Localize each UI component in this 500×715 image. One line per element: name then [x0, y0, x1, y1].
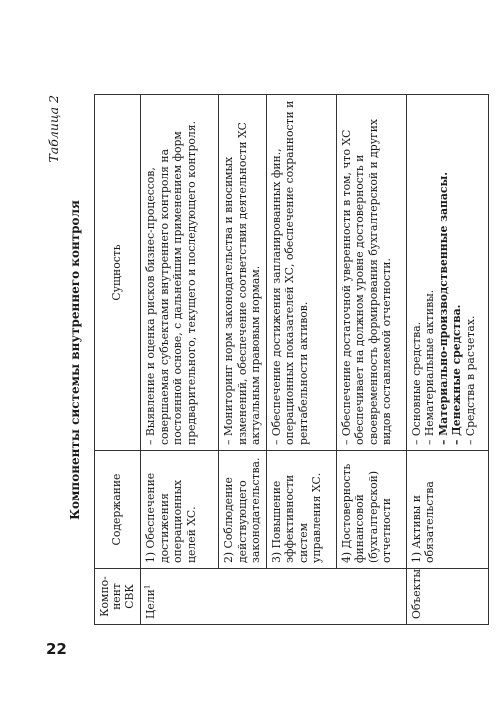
essence-cell: – Обеспечение достижения запланированных фин., операционных показателей ХС, обеспечение сохранности и рентабельности активов.	[266, 95, 336, 451]
list-item: – Средства в расчетах.	[463, 315, 477, 445]
components-table	[94, 94, 489, 625]
list-item: – Основные средства.	[409, 321, 423, 445]
table-row	[219, 95, 267, 625]
content-cell: 1) Активы и обязательства	[406, 451, 488, 569]
content-cell: 1) Обеспечение достижения операционных целей ХС.	[141, 451, 219, 569]
footnote-mark: 1	[143, 584, 152, 590]
essence-cell: – Выявление и оценка рисков бизнес-процессов, совершаемая субъектами внутреннего контроля на постоянной основе, с дальнейшим применением форм предварительного, текущего и последующего контроля.	[141, 95, 219, 451]
rotated-table-block	[38, 95, 477, 625]
table-title: Компоненты системы внутреннего контроля	[68, 200, 82, 520]
essence-cell: – Обеспечение достаточной уверенности в том, что ХС обеспечивает на должном уровне достоверность и своевременность формирования бухгалтерской и других видов составляемой отчетности.	[336, 95, 406, 451]
header-essence: Сущность	[95, 95, 141, 451]
component-cell-objects: Объекты	[406, 569, 488, 625]
list-item: – Денежные средства.	[450, 304, 463, 445]
content-cell: 3) Повышение эффективности систем управления ХС.	[266, 451, 336, 569]
table-row	[336, 95, 406, 625]
list-item: – Материально-производственные запасы.	[436, 171, 450, 445]
table-header-row	[95, 95, 141, 625]
content-cell: 2) Соблюдение действующего законодательства.	[219, 451, 267, 569]
table-label: Таблица 2	[46, 95, 61, 163]
table-row	[266, 95, 336, 625]
header-content: Содержание	[95, 451, 141, 569]
essence-cell-list	[406, 95, 488, 451]
table-row	[141, 95, 219, 625]
page-number: 22	[46, 640, 67, 658]
component-label: Цели	[144, 589, 157, 619]
component-cell-goals	[141, 569, 407, 625]
header-component: Компо-нент СВК	[95, 569, 141, 625]
essence-cell: – Мониторинг норм законодательства и вносимых изменений, обеспечение соответствия деятельности ХС актуальным правовым нормам.	[219, 95, 267, 451]
table-row	[406, 95, 488, 625]
list-item: – Нематериальные активы.	[423, 289, 436, 445]
content-cell: 4) Достоверность финансовой (бухгалтерской) отчетности	[336, 451, 406, 569]
